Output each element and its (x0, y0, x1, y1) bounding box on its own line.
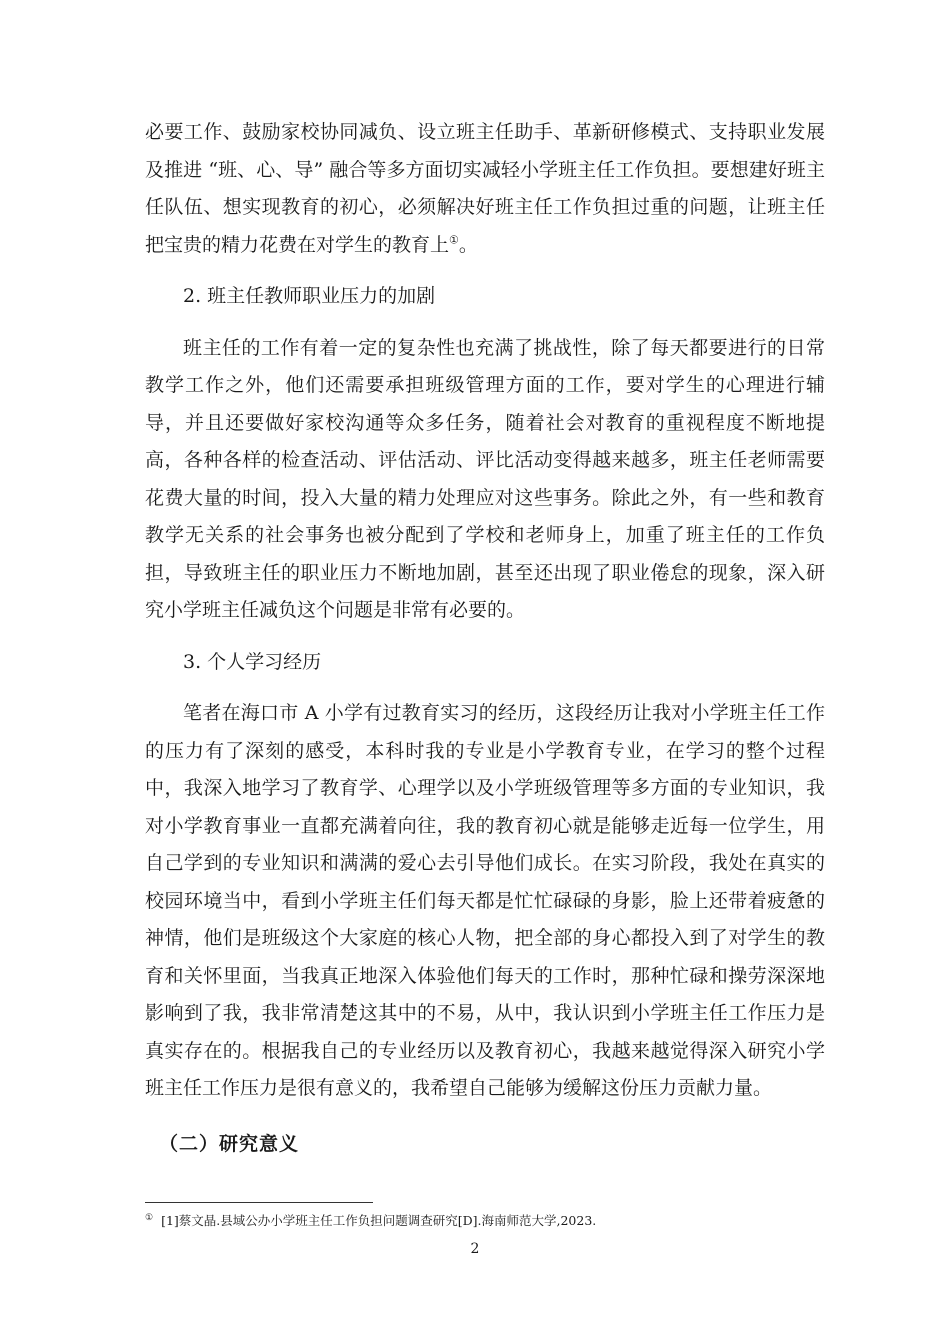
section-heading: （二）研究意义 (159, 1132, 300, 1155)
footnote (145, 1212, 596, 1230)
paragraph-continued-text: 必要工作、鼓励家校协同减负、设立班主任助手、革新研修模式、支持职业发展及推进 “班、心、导” 融合等多方面切实减轻小学班主任工作负担。要想建好班主任队伍、想实现教育的初心，必须解决好班主任工作负担过重的问题，让班主任把宝贵的精力花费在对学生的教育上 (145, 121, 825, 256)
paragraph-3: 笔者在海口市 A 小学有过教育实习的经历，这段经历让我对小学班主任工作的压力有了深刻的感受，本科时我的专业是小学教育专业，在学习的整个过程中，我深入地学习了教育学、心理学以及小学班级管理等多方面的专业知识，我对小学教育事业一直都充满着向往，我的教育初心就是能够走近每一位学生，用自己学到的专业知识和满满的爱心去引导他们成长。在实习阶段，我处在真实的校园环境当中，看到小学班主任们每天都是忙忙碌碌的身影，脸上还带着疲惫的神情，他们是班级这个大家庭的核心人物，把全部的身心都投入到了对学生的教育和关怀里面，当我真正地深入体验他们每天的工作时，那种忙碌和操劳深深地影响到了我，我非常清楚这其中的不易，从中，我认识到小学班主任工作压力是真实存在的。根据我自己的专业经历以及教育初心，我越来越觉得深入研究小学班主任工作压力是很有意义的，我希望自己能够为缓解这份压力贡献力量。 (145, 702, 825, 1099)
footnote-text: [1]蔡文晶.县域公办小学班主任工作负担问题调查研究[D].海南师范大学,2023. (161, 1213, 597, 1228)
document-body (145, 114, 825, 1163)
subheading-3: 3. 个人学习经历 (183, 650, 322, 673)
footnote-divider (145, 1202, 373, 1203)
paragraph-continued-end: 。 (458, 233, 478, 256)
footnote-reference[interactable]: ① (449, 233, 459, 247)
subheading-2: 2. 班主任教师职业压力的加剧 (183, 285, 436, 307)
page-number: 2 (470, 1241, 480, 1257)
paragraph-continued (145, 114, 825, 264)
footnote-marker: ① (145, 1212, 154, 1223)
paragraph-2: 班主任的工作有着一定的复杂性也充满了挑战性，除了每天都要进行的日常教学工作之外，他们还需要承担班级管理方面的工作，要对学生的心理进行辅导，并且还要做好家校沟通等众多任务，随着社会对教育的重视程度不断地提高，各种各样的检查活动、评估活动、评比活动变得越来越多，班主任老师需要花费大量的时间，投入大量的精力处理应对这些事务。除此之外，有一些和教育教学无关系的社会事务也被分配到了学校和老师身上，加重了班主任的工作负担，导致班主任的职业压力不断地加剧，甚至还出现了职业倦怠的现象，深入研究小学班主任减负这个问题是非常有必要的。 (145, 336, 825, 621)
